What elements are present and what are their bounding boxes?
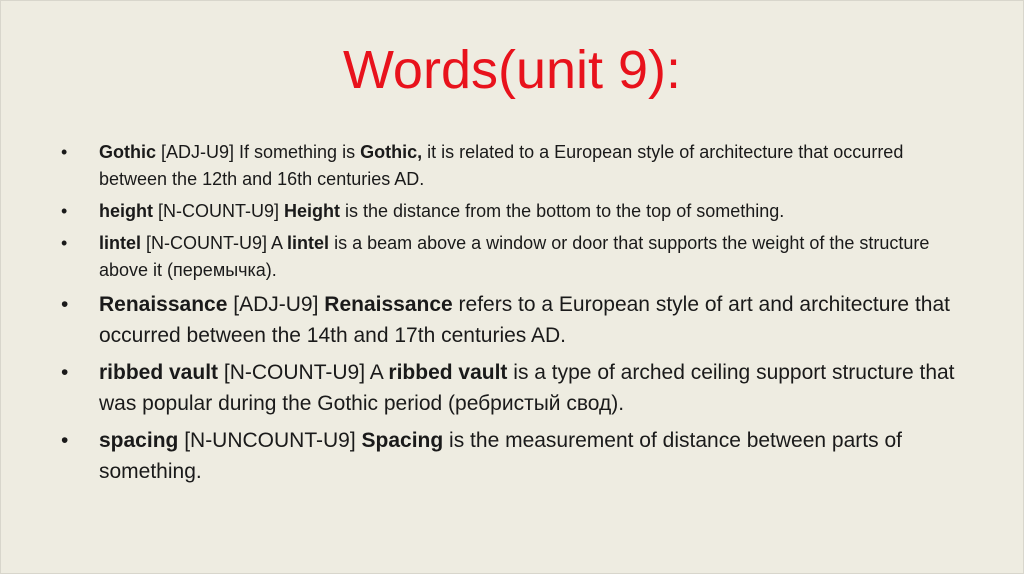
bullet: • [61,429,69,452]
term: spacing [99,429,179,452]
definition: is the measurement of distance between parts of something. [99,429,902,483]
bold-term: Gothic, [360,142,423,162]
list-item-gothic [61,139,961,193]
definition-lead: A [369,361,389,384]
bullet: • [61,293,69,316]
bullet: • [61,361,69,384]
bullet: • [61,233,68,253]
definition: is a beam above a window or door that supports the weight of the structure above it (перемычка). [99,233,930,280]
bullet: • [61,201,68,221]
bold-term: ribbed vault [388,361,508,384]
bold-term: lintel [287,233,330,253]
list-item-spacing [61,425,961,487]
definition: is the distance from the bottom to the top of something. [340,201,785,221]
list-item-lintel [61,230,961,284]
term: Gothic [99,142,156,162]
term: Renaissance [99,293,228,316]
bold-term: Spacing [361,429,444,452]
term-tag: [ADJ-U9] [156,142,240,162]
term: height [99,201,153,221]
term: lintel [99,233,142,253]
definition-lead: If something is [239,142,361,162]
definition: refers to a European style of art and architecture that occurred between the 14th and 17th centuries AD. [99,293,950,347]
bold-term: Renaissance [324,293,453,316]
list-item-ribbed-vault [61,357,961,419]
term-tag: [N-COUNT-U9] [141,233,272,253]
list-item-height [61,198,961,225]
slide-title: Words(unit 9): [342,40,682,100]
list-item-renaissance [61,289,961,351]
bold-term: Height [284,201,341,221]
term-tag: [ADJ-U9] [227,293,325,316]
term-tag: [N-COUNT-U9] [218,361,370,384]
term-tag: [N-UNCOUNT-U9] [178,429,362,452]
definition: it is related to a European style of architecture that occurred between the 12th and 16th centuries AD. [99,142,904,189]
term-tag: [N-COUNT-U9] [153,201,285,221]
definition: is a type of arched ceiling support structure that was popular during the Gothic period (ребристый свод). [99,361,955,415]
definition-lead: A [271,233,288,253]
vocabulary-list [61,139,961,493]
bullet: • [61,142,68,162]
term: ribbed vault [99,361,219,384]
